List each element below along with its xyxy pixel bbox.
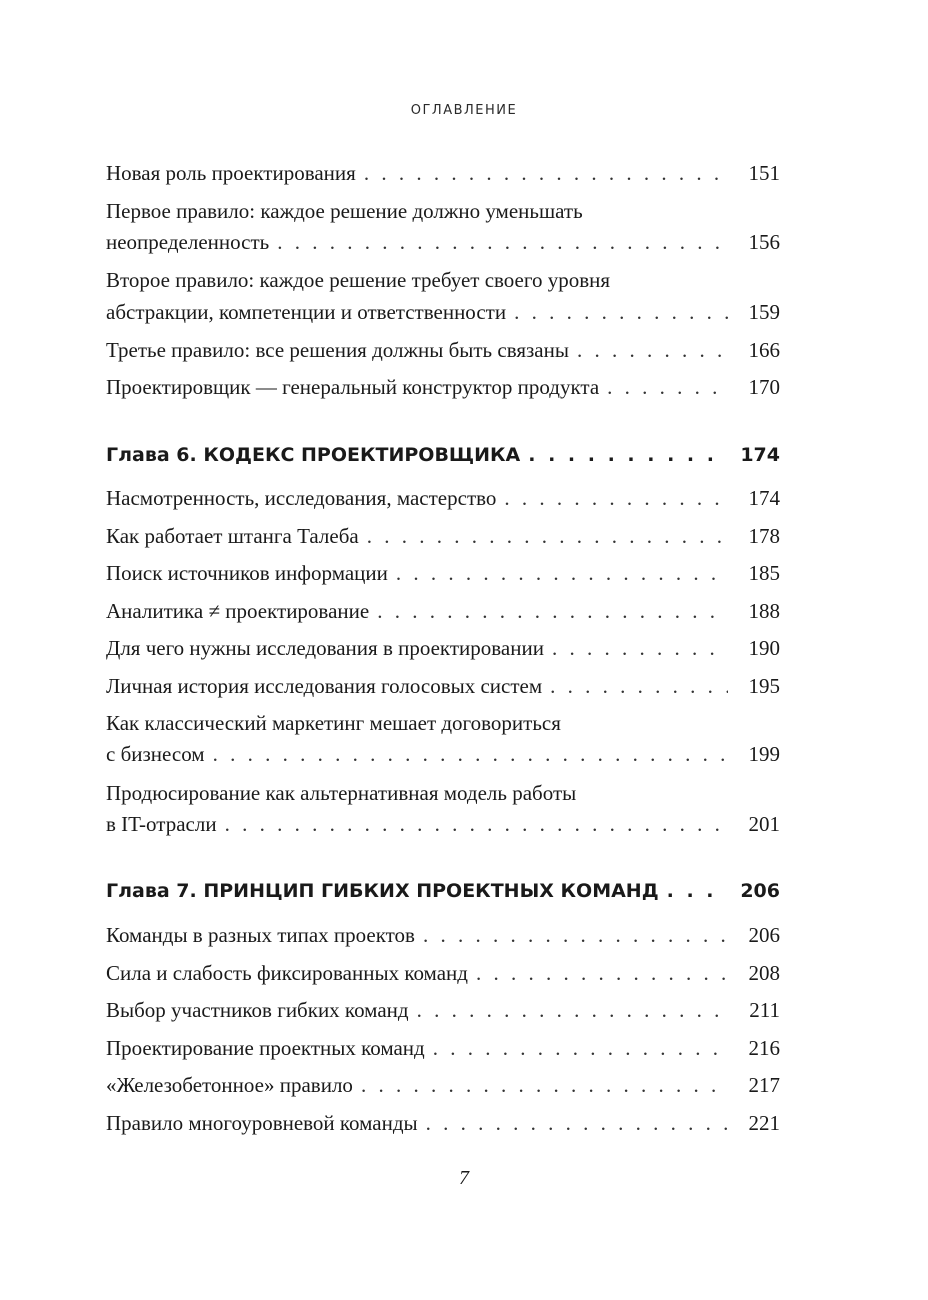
toc-entry[interactable] (106, 230, 780, 255)
toc-entry-page: 156 (748, 230, 780, 254)
toc-entry-page: 208 (748, 961, 780, 985)
toc-entry[interactable] (106, 636, 780, 661)
toc-entry-page: 188 (748, 599, 780, 623)
toc-leader-dots (396, 561, 728, 586)
toc-entry[interactable] (106, 1036, 780, 1061)
running-header: ОГЛАВЛЕНИЕ (410, 103, 518, 118)
toc-entry-page: 166 (748, 338, 780, 362)
toc-entry-title: с бизнесом (106, 742, 205, 766)
toc-entry[interactable] (106, 561, 780, 586)
toc-entry-title: Третье правило: все решения должны быть связаны (106, 338, 569, 362)
toc-entry[interactable] (106, 338, 780, 363)
toc-leader-dots (417, 998, 728, 1023)
toc-entry-page: 216 (748, 1036, 780, 1060)
toc-entry-title: в IT-отрасли (106, 812, 217, 836)
toc-leader-dots (225, 812, 728, 837)
toc-entry-title: Для чего нужны исследования в проектировании (106, 636, 544, 660)
toc-leader-dots (667, 880, 724, 902)
toc-entry-title: Проектирование проектных команд (106, 1036, 425, 1060)
toc-entry-page: 217 (748, 1073, 780, 1097)
toc-chapter-heading[interactable] (106, 880, 780, 902)
toc-entry[interactable] (106, 674, 780, 699)
toc-leader-dots (367, 524, 728, 549)
toc-leader-dots (607, 375, 728, 400)
toc-leader-dots (426, 1111, 728, 1136)
chapter-page: 206 (740, 880, 780, 902)
toc-entry[interactable] (106, 1073, 780, 1098)
toc-entry[interactable] (106, 812, 780, 837)
toc-leader-dots (552, 636, 728, 661)
toc-entry-page: 211 (749, 998, 780, 1022)
toc-entry-title: Как работает штанга Талеба (106, 524, 359, 548)
toc-entry[interactable] (106, 1111, 780, 1136)
toc-entry[interactable] (106, 998, 780, 1023)
toc-leader-dots (364, 161, 728, 186)
toc-entry-page: 190 (748, 636, 780, 660)
toc-entry-page: 221 (748, 1111, 780, 1135)
toc-entry[interactable] (106, 524, 780, 549)
toc-entry[interactable] (106, 161, 780, 186)
toc-entry-page: 201 (748, 812, 780, 836)
toc-leader-dots (377, 599, 728, 624)
toc-entry[interactable] (106, 923, 780, 948)
toc-entry-title: Аналитика ≠ проектирование (106, 599, 370, 623)
toc-entry-title: неопределенность (106, 230, 270, 254)
toc-entry[interactable] (106, 599, 780, 624)
toc-entry-title: Выбор участников гибких команд (106, 998, 409, 1022)
toc-leader-dots (423, 923, 728, 948)
toc-entry-title: Личная история исследования голосовых систем (106, 674, 543, 698)
toc-leader-dots (577, 338, 728, 363)
toc-entry-title: Поиск источников информации (106, 561, 388, 585)
chapter-page: 174 (740, 444, 780, 466)
toc-entry-page: 178 (748, 524, 780, 548)
toc-entry-page: 159 (748, 300, 780, 324)
toc-entry-title: Правило многоуровневой команды (106, 1111, 418, 1135)
toc-leader-dots (514, 300, 728, 325)
toc-entry-title: «Железобетонное» правило (106, 1073, 353, 1097)
toc-entry-title: абстракции, компетенции и ответственности (106, 300, 507, 324)
page-number: 7 (459, 1167, 469, 1189)
toc-entry-title-line1: Продюсирование как альтернативная модель работы (106, 781, 577, 805)
toc-entry-page: 206 (748, 923, 780, 947)
toc-entry-title: Сила и слабость фиксированных команд (106, 961, 468, 985)
toc-leader-dots (550, 674, 728, 699)
toc-entry-title-line1: Как классический маркетинг мешает договориться (106, 711, 561, 735)
toc-leader-dots (361, 1073, 728, 1098)
toc-entry-title-line1: Первое правило: каждое решение должно уменьшать (106, 199, 583, 223)
chapter-title: Глава 6. КОДЕКС ПРОЕКТИРОВЩИКА (106, 444, 521, 466)
toc-chapter-heading[interactable] (106, 444, 780, 466)
toc-entry-page: 151 (748, 161, 780, 185)
toc-leader-dots (433, 1036, 728, 1061)
toc-leader-dots (504, 486, 728, 511)
toc-entry-page: 199 (748, 742, 780, 766)
toc-entry-title: Новая роль проектирования (106, 161, 356, 185)
toc-entry-page: 185 (748, 561, 780, 585)
toc-entry-title-line1: Второе правило: каждое решение требует своего уровня (106, 268, 611, 292)
toc-leader-dots (213, 742, 728, 767)
toc-leader-dots (476, 961, 728, 986)
toc-entry[interactable] (106, 486, 780, 511)
chapter-title: Глава 7. ПРИНЦИП ГИБКИХ ПРОЕКТНЫХ КОМАНД (106, 880, 659, 902)
toc-entry[interactable] (106, 300, 780, 325)
toc-leader-dots (528, 444, 724, 466)
toc-entry[interactable] (106, 961, 780, 986)
toc-entry-page: 174 (748, 486, 780, 510)
toc-entry[interactable] (106, 375, 780, 400)
toc-entry-page: 195 (748, 674, 780, 698)
toc-entry-title: Насмотренность, исследования, мастерство (106, 486, 497, 510)
toc-entry-page: 170 (748, 375, 780, 399)
toc-leader-dots (277, 230, 728, 255)
toc-entry-title: Проектировщик — генеральный конструктор продукта (106, 375, 600, 399)
toc-entry-title: Команды в разных типах проектов (106, 923, 415, 947)
toc-entry[interactable] (106, 742, 780, 767)
